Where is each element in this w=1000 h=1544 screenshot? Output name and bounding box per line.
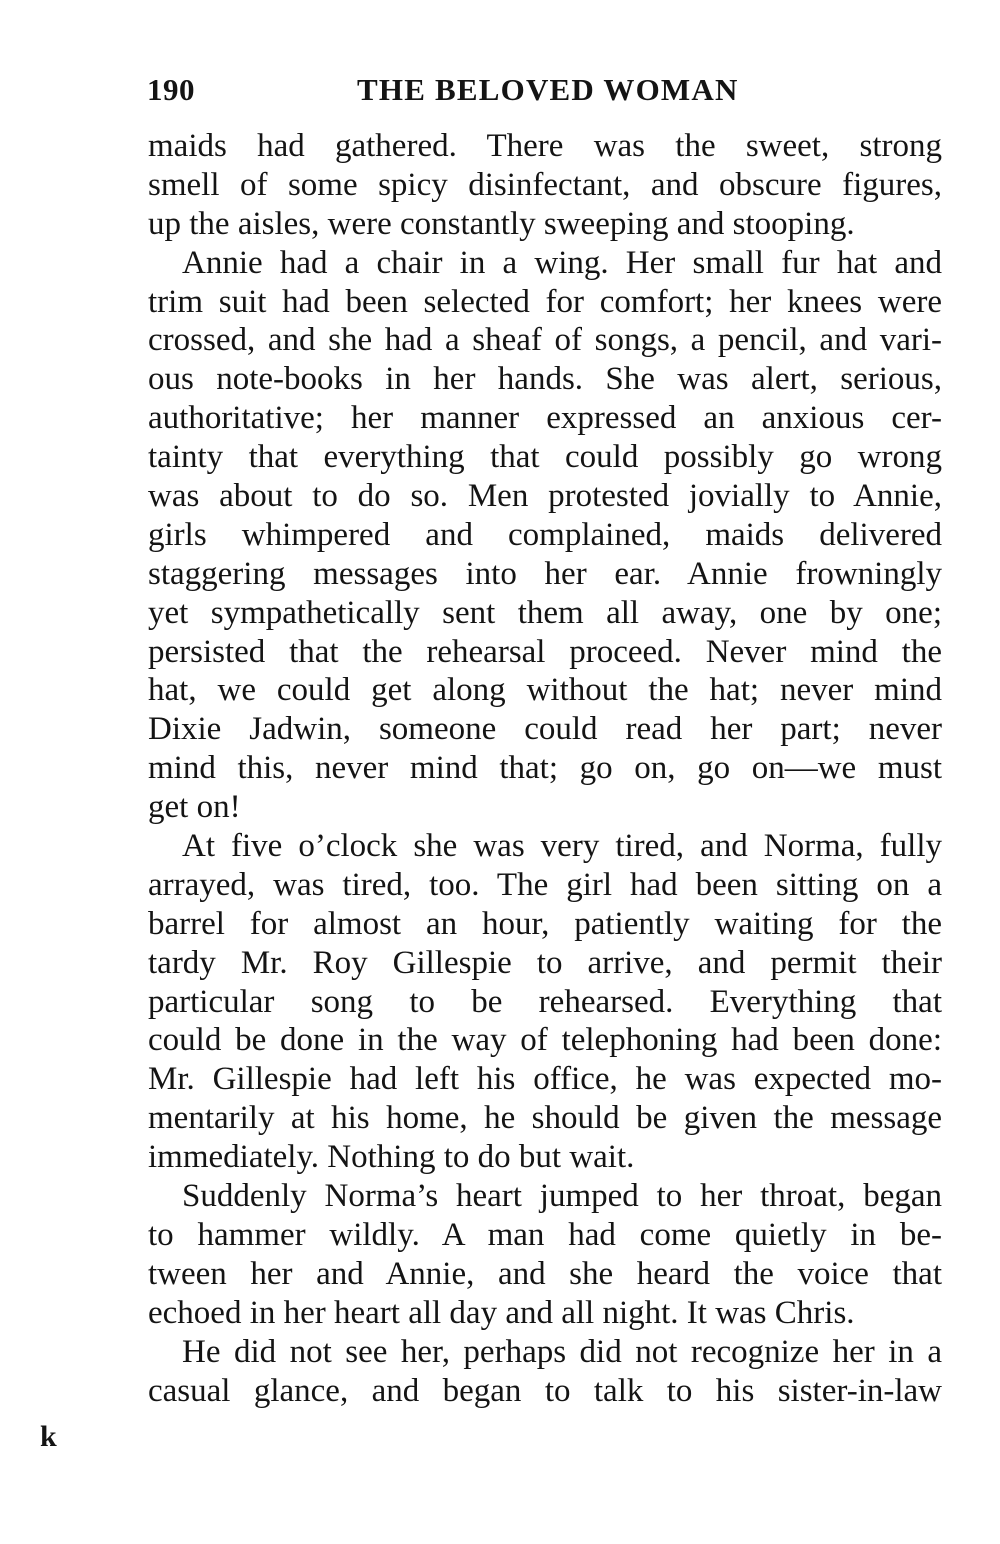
text-line: arrayed, was tired, too. The girl had been sitting on a bbox=[148, 866, 942, 903]
text-line: hat, we could get along without the hat; never mind bbox=[148, 672, 942, 709]
text-line: barrel for almost an hour, patiently waiting for the bbox=[148, 905, 942, 942]
running-head bbox=[147, 72, 947, 112]
text-line: to hammer wildly. A man had come quietly in be- bbox=[148, 1216, 942, 1253]
text-line: Mr. Gillespie had left his office, he was expected mo- bbox=[148, 1061, 942, 1098]
page-number: 190 bbox=[147, 72, 195, 107]
text-line: was about to do so. Men protested jovially to Annie, bbox=[148, 478, 942, 515]
text-line: tween her and Annie, and she heard the voice that bbox=[148, 1255, 942, 1292]
text-line: At five o’clock she was very tired, and Norma, fully bbox=[182, 828, 942, 865]
text-line: tainty that everything that could possibly go wrong bbox=[148, 439, 942, 476]
text-line: casual glance, and began to talk to his sister-in-law bbox=[148, 1372, 942, 1409]
text-line: trim suit had been selected for comfort; her knees were bbox=[148, 283, 942, 320]
text-line: smell of some spicy disinfectant, and obscure figures, bbox=[148, 166, 942, 203]
text-line: Suddenly Norma’s heart jumped to her throat, began bbox=[182, 1178, 942, 1215]
text-line: staggering messages into her ear. Annie frowningly bbox=[148, 555, 942, 592]
text-line: tardy Mr. Roy Gillespie to arrive, and permit their bbox=[148, 944, 942, 981]
book-title: THE BELOVED WOMAN bbox=[357, 72, 739, 107]
printer-mark: k bbox=[40, 1420, 57, 1453]
text-line: persisted that the rehearsal proceed. Never mind the bbox=[148, 633, 942, 670]
text-line: mentarily at his home, he should be given the message bbox=[148, 1100, 942, 1137]
text-line: Dixie Jadwin, someone could read her part; never bbox=[148, 711, 942, 748]
text-line: could be done in the way of telephoning had been done: bbox=[148, 1022, 942, 1059]
text-line: get on! bbox=[148, 789, 241, 826]
text-line: He did not see her, perhaps did not recognize her in a bbox=[182, 1333, 942, 1370]
body-text bbox=[148, 127, 942, 1410]
text-line: authoritative; her manner expressed an anxious cer- bbox=[148, 400, 942, 437]
text-line: crossed, and she had a sheaf of songs, a pencil, and vari- bbox=[148, 322, 942, 359]
text-line: Annie had a chair in a wing. Her small fur hat and bbox=[182, 244, 942, 281]
text-line: mind this, never mind that; go on, go on—we must bbox=[148, 750, 942, 787]
text-line: girls whimpered and complained, maids delivered bbox=[148, 516, 942, 553]
text-line: maids had gathered. There was the sweet, strong bbox=[148, 128, 942, 164]
text-line: up the aisles, were constantly sweeping and stooping. bbox=[148, 205, 855, 242]
text-line: immediately. Nothing to do but wait. bbox=[148, 1139, 635, 1176]
text-line: yet sympathetically sent them all away, one by one; bbox=[148, 594, 942, 631]
text-line: ous note-books in her hands. She was alert, serious, bbox=[148, 361, 942, 398]
text-line: echoed in her heart all day and all night. It was Chris. bbox=[148, 1294, 855, 1331]
text-line: particular song to be rehearsed. Everything that bbox=[148, 983, 942, 1020]
